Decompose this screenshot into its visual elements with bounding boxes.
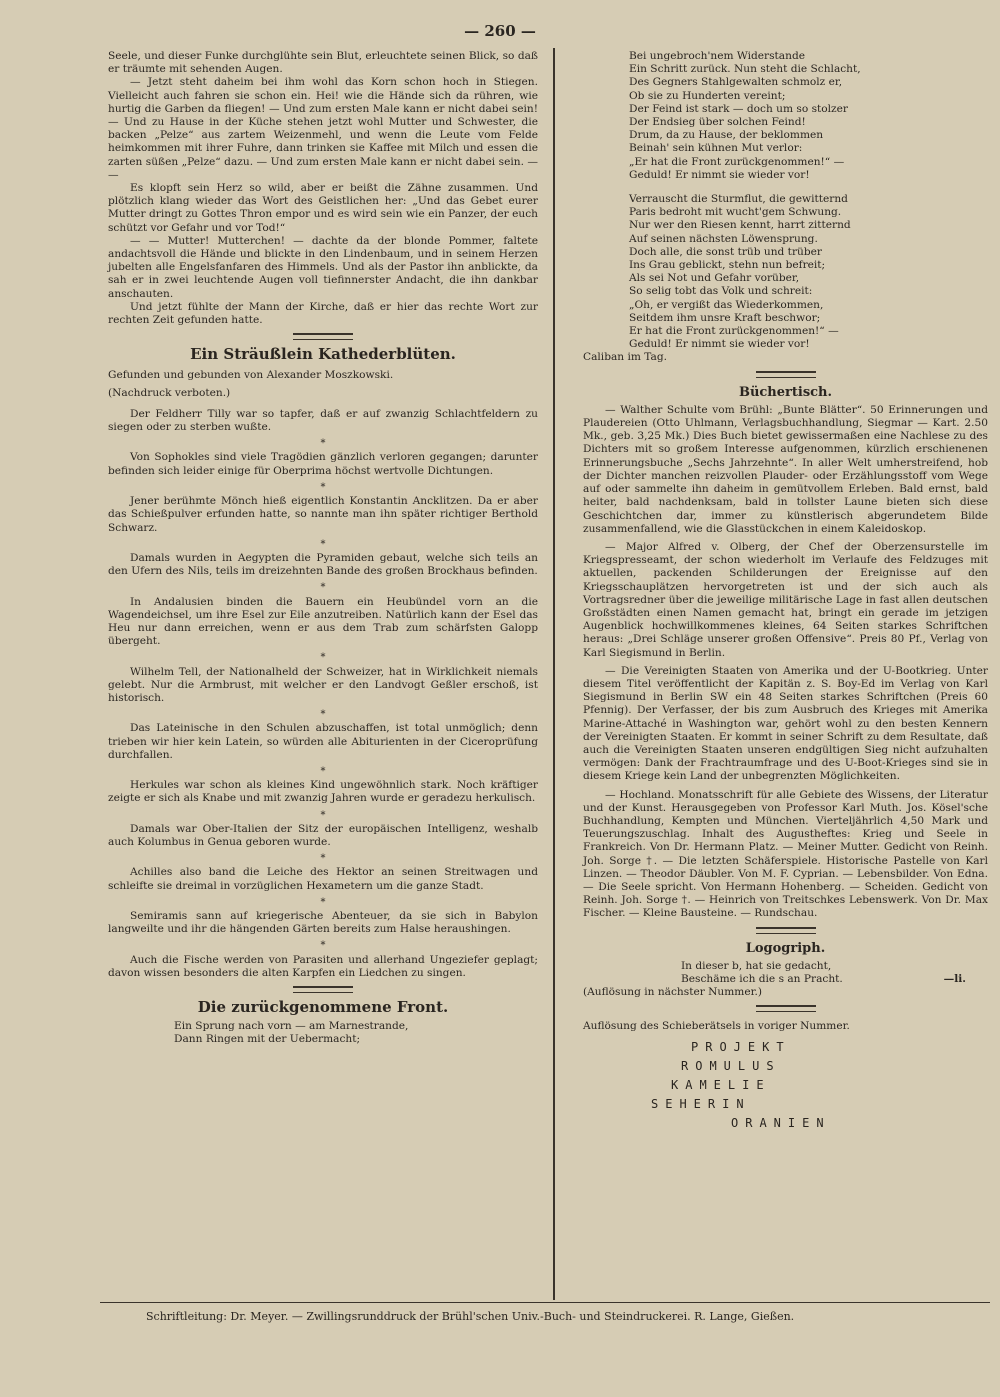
blossom-item: Der Feldherr Tilly war so tapfer, daß er auf zwanzig Schlachtfeldern zu siegen oder zu sterben wußte. bbox=[108, 407, 538, 434]
blossom-item: Damals wurden in Aegypten die Pyramiden gebaut, welche sich teils an den Ufern des Nils, teils im dreizehnten Bande des großen Brockhaus befinden. bbox=[108, 551, 538, 578]
blossom-item: Wilhelm Tell, der Nationalheld der Schweizer, hat in Wirklichkeit niemals gelebt. Nur die Armbrust, mit welcher er den Landvogt Geßler erschoß, ist historisch. bbox=[108, 665, 538, 704]
left-column bbox=[108, 50, 538, 1047]
page-number: — 260 — bbox=[464, 22, 536, 40]
section-divider bbox=[293, 333, 353, 340]
poem-line: Als sei Not und Gefahr vorüber, bbox=[629, 272, 800, 285]
poem-line: „Oh, er vergißt das Wiederkommen, bbox=[629, 298, 824, 311]
blossom-item: Achilles also band die Leiche des Hektor an seinen Streitwagen und schleifte sie dreimal in vorzüglichen Hexametern um die ganze Stadt. bbox=[108, 866, 538, 892]
poem-title: Die zurückgenommene Front. bbox=[197, 998, 449, 1016]
poem-signature: Caliban im Tag. bbox=[583, 351, 667, 364]
poem-line: „Er hat die Front zurückgenommen!“ — bbox=[629, 155, 845, 168]
poem-line: Verrauscht die Sturmflut, die gewitternd bbox=[629, 193, 848, 206]
blossom-item: Jener berühmte Mönch hieß eigentlich Konstantin Ancklitzen. Da er aber das Schießpulver erfunden hatte, so nannte man ihn später richtiger Berthold Schwarz. bbox=[108, 495, 538, 534]
blossom-item: In Andalusien binden die Bauern ein Heubündel vorn an die Wagendeichsel, um ihre Esel zur Eile anzutreiben. Natürlich kann der Esel das Heu nur dann erreichen, wenn er aus dem Trab zum schärfsten Galopp übergeht. bbox=[108, 595, 538, 648]
poem-line: So selig tobt das Volk und schreit: bbox=[629, 285, 813, 298]
star-separator: * bbox=[320, 709, 326, 721]
poem-line: Dann Ringen mit der Uebermacht; bbox=[174, 1033, 361, 1046]
poem-line: Auf seinen nächsten Löwensprung. bbox=[629, 232, 818, 245]
book-review: — Walther Schulte vom Brühl: „Bunte Blätter“. 50 Erinnerungen und Plaudereien (Otto Uhlmann, Verlagsbuchhandlung, Siegmar — Kart. 2.50 Mk., geb. 3,25 Mk.) Dies Buch bietet gewissermaßen eine Nachlese zu des Dichters mit so großem Interesse aufgenommen, kürzlich erschienenen Erinnerungsbuche „Sechs Jahrzehnte“. In aller Welt umherstreifend, hob der Dichter manchen reizvollen Plauder- oder Erzählungsstoff vom Wege auf oder sammelte ihn daheim in gemütvollem Erleben. Bald ernst, bald heiter, bald nachdenksam, bald in tollster Laune bieten sich diese Geschichtchen dar, immer zu künstlerisch abgerundetem Bilde zusammenfallend, wie die Glasstückchen in einem Kaleidoskop. bbox=[583, 403, 988, 535]
poem-line: Geduld! Er nimmt sie wieder vor! bbox=[629, 338, 810, 351]
intro-paragraph: Seele, und dieser Funke durchglühte sein Blut, erleuchtete seinen Blick, so daß er träumte mit sehenden Augen. bbox=[108, 50, 538, 76]
blossom-item: Von Sophokles sind viele Tragödien gänzlich verloren gegangen; darunter befinden sich leider einige für Oberprima höchst wertvolle Dichtungen. bbox=[108, 451, 538, 477]
book-review: — Major Alfred v. Olberg, der Chef der Oberzensurstelle im Kriegspresseamt, der schon wiederholt im Verlaufe des Feldzuges mit aktuellen, packenden Schilderungen der Ereignisse auf den Kriegsschauplätzen hervorgetreten ist und der sich auch als Vortragsredner über die jeweilige militärische Lage in fast allen deutschen Großstädten einen Namen gemacht hat, bringt ein gerade im jetzigen Augenblick hochwillkommenes kleines, 64 Seiten starkes Schriftchen heraus: „Drei Schläge unserer großen Offensive“. Preis 80 Pf., Verlag von Karl Siegismund in Berlin. bbox=[583, 540, 988, 659]
blossom-item: Damals war Ober-Italien der Sitz der europäischen Intelligenz, weshalb auch Kolumbus in Genua geboren wurde. bbox=[108, 822, 538, 848]
article-byline: Gefunden und gebunden von Alexander Moszkowski. bbox=[108, 369, 394, 382]
poem-line: Geduld! Er nimmt sie wieder vor! bbox=[629, 168, 810, 181]
blossom-item: Herkules war schon als kleines Kind ungewöhnlich stark. Noch kräftiger zeigte er sich als Knabe und mit zwanzig Jahren wurde er geradezu herkulisch. bbox=[108, 779, 538, 805]
book-review: — Hochland. Monatsschrift für alle Gebiete des Wissens, der Literatur und der Kunst. Herausgegeben von Professor Karl Muth. Jos. Kösel'sche Buchhandlung, Kempten und München. Vierteljährlich 4,50 Mark und Teuerungszuschlag. Inhalt des Augustheftes: Krieg und Seele in Frankreich. Von Dr. Hermann Platz. — Meiner Mutter. Gedicht von Reinh. Joh. Sorge †. — Die letzten Schäferspiele. Historische Pastelle von Karl Linzen. — Theodor Däubler. Von M. F. Cyprian. — Lebensbilder. Von Edna. — Die Seele spricht. Von Hermann Hohenberg. — Scheiden. Gedicht von Reinh. Joh. Sorge †. — Heinrich von Treitschkes Lebenswerk. Von Dr. Max Fischer. — Kleine Bausteine. — Rundschau. bbox=[583, 788, 988, 920]
section-divider bbox=[756, 927, 816, 934]
solution-word: PROJEKT bbox=[691, 1039, 791, 1054]
star-separator: * bbox=[320, 438, 326, 450]
star-separator: * bbox=[320, 896, 326, 908]
poem-line: Des Gegners Stahlgewalten schmolz er, bbox=[629, 76, 843, 89]
book-review: — Die Vereinigten Staaten von Amerika und der U-Bootkrieg. Unter diesem Titel veröffentlicht der Kapitän z. S. Boy-Ed im Verlag von Karl Siegismund in Berlin SW ein 48 Seiten starkes Schriftchen (Preis 60 Pfennig). Der Verfasser, der bis zum Ausbruch des Krieges mit Amerika Marine-Attaché in Washington war, gehört wohl zu den besten Kennern der Vereinigten Staaten. Er kommt in seiner Schrift zu dem Resultate, daß auch die Vereinigten Staaten unseren endgültigen Sieg nicht aufzuhalten vermögen: Dank der Frachtraumfrage und des U-Boot-Krieges sind sie in diesem Kriege kein Land der unbegrenzten Möglichkeiten. bbox=[583, 664, 988, 783]
intro-paragraph: — — Mutter! Mutterchen! — dachte da der blonde Pommer, faltete andachtsvoll die Hände und blickte in den Lindenbaum, und in seinem Herzen jubelten alle Engelsfanfaren des Himmels. Und als der Pastor ihn anblickte, da sah er in zwei leuchtende Augen voll tiefinnerster Andacht, die ihn dankbar anschauten. bbox=[108, 234, 538, 300]
intro-paragraph: Und jetzt fühlte der Mann der Kirche, daß er hier das rechte Wort zur rechten Zeit gefunden hatte. bbox=[108, 300, 538, 327]
solution-grid bbox=[583, 1038, 988, 1134]
poem-stanza-1 bbox=[583, 50, 988, 182]
column-rule bbox=[553, 48, 555, 1300]
intro-paragraph: — Jetzt steht daheim bei ihm wohl das Korn schon hoch in Stiegen. Vielleicht auch fahren sie schon ein. Hei! wie die Hände sich da rühren, wie hurtig die Garben da fliegen! — Und zum ersten Male kann er nicht dabei sein! — Und zu Hause in der Küche stehen jetzt wohl Mutter und Schwester, die backen „Pelze“ aus zartem Weizenmehl, und wenn die Leute vom Felde heimkommen mit ihrer Fuhre, dann trinken sie Kaffee mit Milch und essen die zarten süßen „Pelze“ dazu. — Und zum ersten Male kann er nicht dabei sein. — — bbox=[108, 76, 538, 181]
books-title: Büchertisch. bbox=[738, 384, 833, 400]
star-separator: * bbox=[320, 582, 326, 594]
poem-stanza-2 bbox=[583, 193, 988, 351]
poem-line: Ins Grau geblickt, stehn nun befreit; bbox=[629, 259, 826, 272]
star-separator: * bbox=[320, 652, 326, 664]
right-column bbox=[583, 50, 988, 1134]
solution-word: ORANIEN bbox=[731, 1115, 831, 1130]
poem-line: Er hat die Front zurückgenommen!“ — bbox=[629, 325, 839, 338]
poem-line: Ein Sprung nach vorn — am Marnestrande, bbox=[174, 1020, 409, 1033]
poem-line: Doch alle, die sonst trüb und trüber bbox=[629, 245, 822, 258]
section-divider bbox=[293, 986, 353, 993]
riddle-text bbox=[583, 960, 988, 986]
imprint-footer: Schriftleitung: Dr. Meyer. — Zwillingsrunddruck der Brühl'schen Univ.-Buch- und Steindruckerei. R. Lange, Gießen. bbox=[146, 1310, 795, 1323]
star-separator: * bbox=[320, 940, 326, 952]
section-divider bbox=[756, 371, 816, 378]
blossom-item: Semiramis sann auf kriegerische Abenteuer, da sie sich in Babylon langweilte und ihr die hängenden Gärten bereits zum Halse heraushingen. bbox=[108, 909, 538, 936]
star-separator: * bbox=[320, 765, 326, 777]
poem-line: Der Endsieg über solchen Feind! bbox=[629, 116, 806, 129]
poem-line: Paris bedroht mit wucht'gem Schwung. bbox=[629, 206, 842, 219]
riddle-line: In dieser b, hat sie gedacht, bbox=[681, 959, 832, 972]
poem-line: Beinah' sein kühnen Mut verlor: bbox=[629, 142, 803, 155]
riddle-line: Beschäme ich die s an Pracht. bbox=[681, 973, 843, 985]
poem-line: Der Feind ist stark — doch um so stolzer bbox=[629, 102, 848, 115]
solution-word: SEHERIN bbox=[651, 1096, 751, 1111]
riddle-author: —li. bbox=[943, 972, 966, 985]
section-divider bbox=[756, 1005, 816, 1012]
star-separator: * bbox=[320, 853, 326, 865]
poem-line: Ob sie zu Hunderten vereint; bbox=[629, 89, 786, 102]
article-title: Ein Sträußlein Kathederblüten. bbox=[190, 345, 456, 364]
poem-line: Bei ungebroch'nem Widerstande bbox=[629, 50, 805, 62]
poem-line: Drum, da zu Hause, der beklommen bbox=[629, 129, 824, 142]
star-separator: * bbox=[320, 538, 326, 550]
star-separator: * bbox=[320, 809, 326, 821]
footer-rule bbox=[100, 1302, 990, 1303]
blossom-item: Das Lateinische in den Schulen abzuschaffen, ist total unmöglich; denn trieben wir hier kein Latein, so würden alle Abiturienten in der Ciceroprüfung durchfallen. bbox=[108, 722, 538, 761]
riddle-title: Logogriph. bbox=[745, 940, 826, 956]
solution-title: Auflösung des Schieberätsels in voriger Nummer. bbox=[583, 1020, 850, 1033]
blossom-item: Auch die Fische werden von Parasiten und allerhand Ungeziefer geplagt; davon wissen besonders die alten Karpfen ein Liedchen zu singen. bbox=[108, 953, 538, 979]
article-note: (Nachdruck verboten.) bbox=[108, 386, 231, 399]
star-separator: * bbox=[320, 481, 326, 493]
intro-paragraph: Es klopft sein Herz so wild, aber er beißt die Zähne zusammen. Und plötzlich klang wieder das Wort des Geistlichen her: „Und das Gebet eurer Mutter dringt zu Gottes Thron empor und es wird sein wie ein Panzer, der euch schützt vor Gefahr und vor Tod!“ bbox=[108, 182, 538, 234]
poem-line: Ein Schritt zurück. Nun steht die Schlacht, bbox=[629, 63, 861, 76]
poem-opening bbox=[108, 1020, 538, 1046]
solution-word: ROMULUS bbox=[681, 1058, 781, 1073]
solution-word: KAMELIE bbox=[671, 1077, 771, 1092]
poem-line: Seitdem ihm unsre Kraft beschwor; bbox=[629, 311, 821, 324]
riddle-note: (Auflösung in nächster Nummer.) bbox=[583, 986, 763, 999]
poem-line: Nur wer den Riesen kennt, harrt zitternd bbox=[629, 219, 851, 232]
